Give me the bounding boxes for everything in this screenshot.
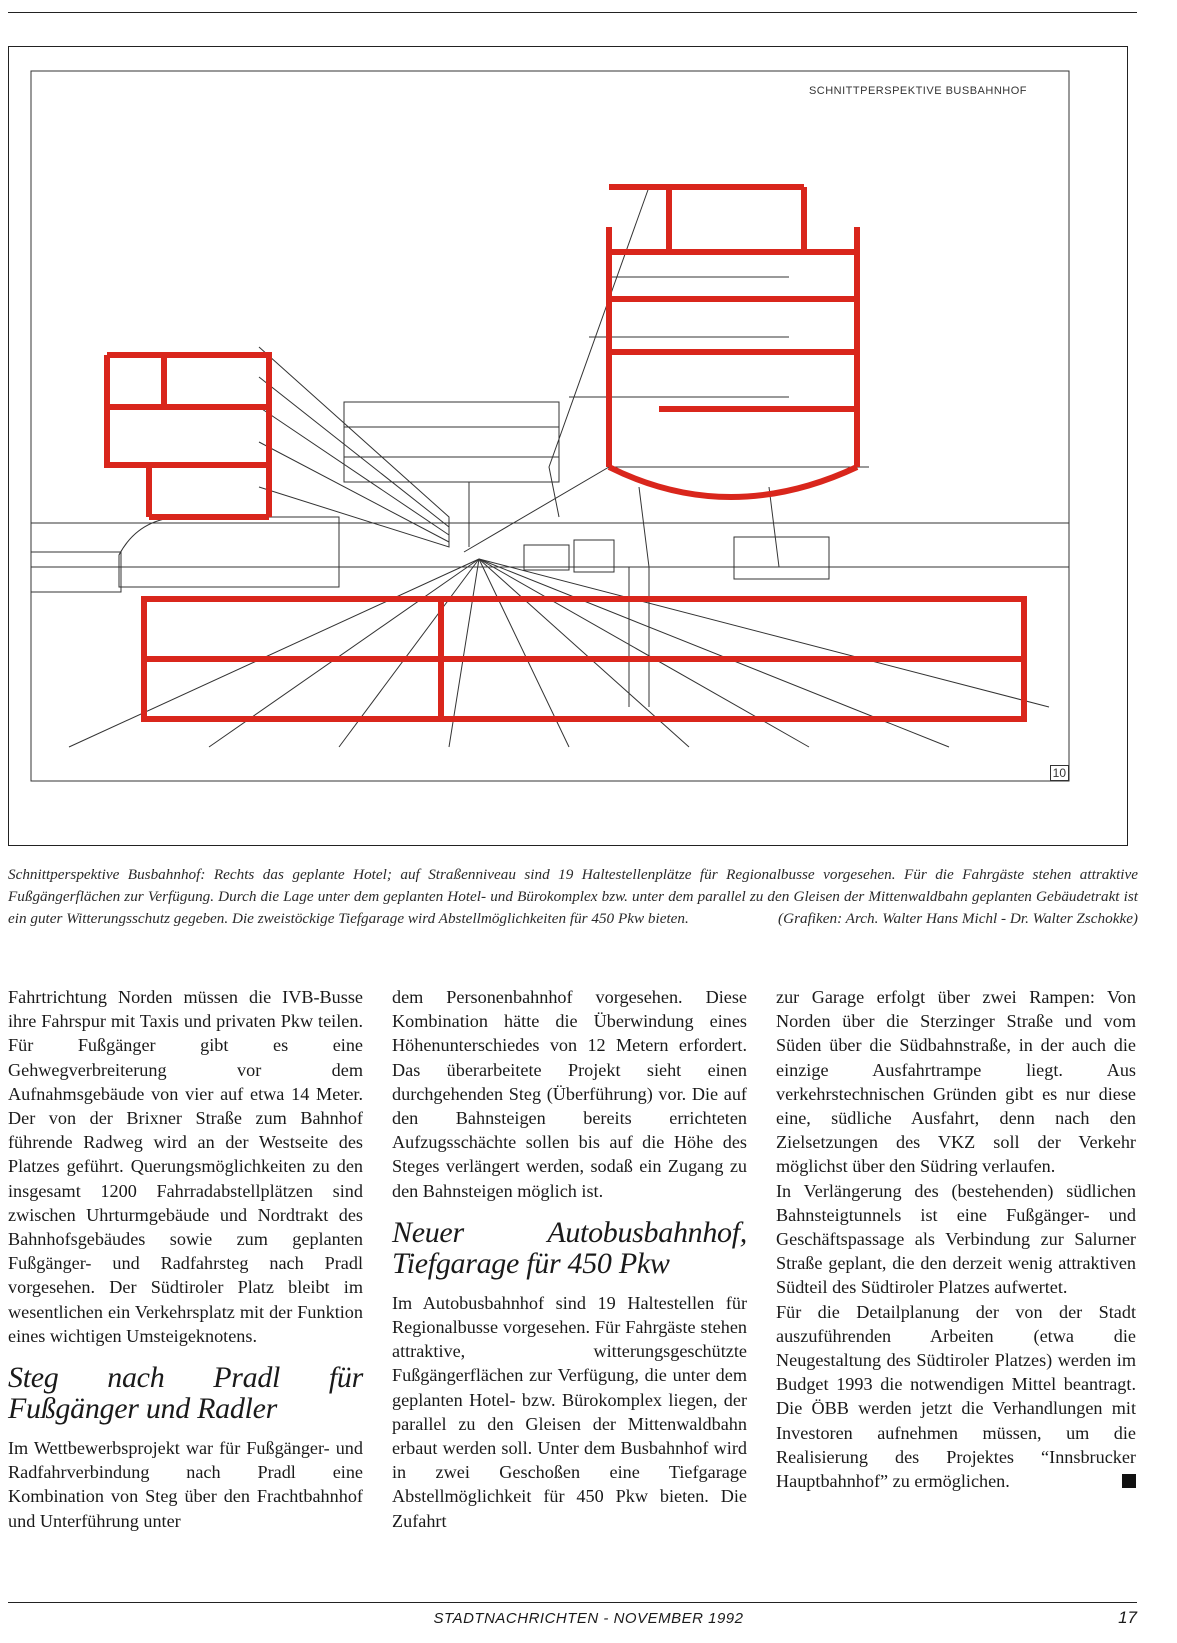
end-of-article-mark xyxy=(1122,1474,1136,1488)
figure-number: 10 xyxy=(1050,765,1069,781)
page-number: 17 xyxy=(1118,1608,1137,1627)
top-rule xyxy=(8,12,1137,13)
column-3 xyxy=(776,985,1136,1493)
caption-credit: (Grafiken: Arch. Walter Hans Michl - Dr. Walter Zschokke) xyxy=(778,910,1138,927)
figure-label: SCHNITTPERSPEKTIVE BUSBAHNHOF xyxy=(808,85,1027,97)
col1-heading: Steg nach Pradl für Fußgänger und Radler xyxy=(8,1361,363,1426)
section-perspective-figure xyxy=(8,46,1128,846)
architectural-drawing xyxy=(9,47,1127,845)
figure-caption xyxy=(8,864,1138,930)
col3-paragraph-3 xyxy=(776,1300,1136,1494)
col2-paragraph-1: dem Personenbahnhof vorgesehen. Diese Kombination hätte die Überwindung eines Höhenunterschiedes von 12 Metern erfordert. Das überarbeitete Projekt sieht einen durchgehenden Steg (Überführung) vor. Die auf den Bahnsteigen bereits errichteten Aufzugsschächte sollen bis auf die Höhe des Steges verlängert werden, sodaß ein Zugang zu den Bahnsteigen möglich ist. xyxy=(392,987,747,1201)
col3-paragraph-1: zur Garage erfolgt über zwei Rampen: Von Norden über die Sterzinger Straße und vom Süden über die Südbahnstraße, in der auch die einzige Ausfahrtrampe liegt. Aus verkehrstechnischen Gründen gibt es nur diese eine, südliche Ausfahrt, denn nach den Zielsetzungen des VKZ soll der Verkehr möglichst über den Südring verlaufen. xyxy=(776,987,1136,1177)
col3-paragraph-2: In Verlängerung des (bestehenden) südlichen Bahnsteigtunnels ist eine Fußgänger- und Geschäftspassage als Verbindung zur Salurner Straße geplant, die den derzeit wenig attraktiven Südteil des Südtiroler Platzes aufwertet. xyxy=(776,1180,1136,1298)
caption-text: Schnittperspektive Busbahnhof: Rechts das geplante Hotel; auf Straßenniveau sind 19 Haltestellenplätze für Regionalbusse vorgesehen. Für die Fahrgäste stehen attraktive Fußgängerflächen zur Verfügung. Durch die Lage unter dem geplanten Hotel- und Bürokomplex bzw. unter dem parallel zu den Gleisen der Mittenwaldbahn geplanten Gebäudetrakt ist ein guter Witterungsschutz gegeben. Die zweistöckige Tiefgarage wird Abstellmöglichkeiten für 450 Pkw bieten. xyxy=(8,866,1138,927)
col2-heading: Neuer Autobusbahnhof, Tiefgarage für 450 Pkw xyxy=(392,1215,747,1280)
col1-paragraph-2: Im Wettbewerbsprojekt war für Fußgänger- und Radfahrverbindung nach Pradl eine Kombination von Steg über den Frachtbahnhof und Unterführung unter xyxy=(8,1438,363,1531)
col1-paragraph-1: Fahrtrichtung Norden müssen die IVB-Busse ihre Fahrspur mit Taxis und privaten Pkw teilen. Für Fußgänger gibt es eine Gehwegverbreiterung vor dem Aufnahmsgebäude von vier auf etwa 14 Meter. Der von der Brixner Straße zum Bahnhof führende Radweg wird an der Westseite des Platzes geführt. Querungsmöglichkeiten zu den insgesamt 1200 Fahrradabstellplätzen sind zwischen Uhrturmgebäude und Nordtrakt des Bahnhofsgebäudes sowie zum geplanten Fußgänger- und Radfahrsteg nach Pradl vorgesehen. Der Südtiroler Platz bleibt im wesentlichen ein Verkehrsplatz mit der Funktion eines wichtigen Umsteigeknotens. xyxy=(8,987,363,1346)
column-2 xyxy=(392,985,747,1533)
footer-rule xyxy=(8,1602,1137,1603)
footer-title: STADTNACHRICHTEN - NOVEMBER 1992 xyxy=(433,1610,744,1627)
column-1 xyxy=(8,985,363,1533)
col3-paragraph-3-text: Für die Detailplanung der von der Stadt auszuführenden Arbeiten (etwa die Neugestaltung des Südtiroler Platzes) werden im Budget 1993 die notwendigen Mittel beantragt. Die ÖBB werden jetzt die Verhandlungen mit Investoren aufnehmen müssen, um die Realisierung des Projektes “Innsbrucker Hauptbahnhof” zu ermöglichen. xyxy=(776,1301,1136,1492)
col2-paragraph-2: Im Autobusbahnhof sind 19 Haltestellen für Regionalbusse vorgesehen. Für Fahrgäste stehen attraktive, witterungsgeschützte Fußgängerflächen zur Verfügung, die unter dem geplanten Hotel- bzw. Bürokomplex liegen, der parallel zu den Gleisen der Mittenwaldbahn erbaut werden soll. Unter dem Busbahnhof wird in zwei Geschoßen eine Tiefgarage Abstellmöglichkeit für 450 Pkw bieten. Die Zufahrt xyxy=(392,1292,747,1531)
